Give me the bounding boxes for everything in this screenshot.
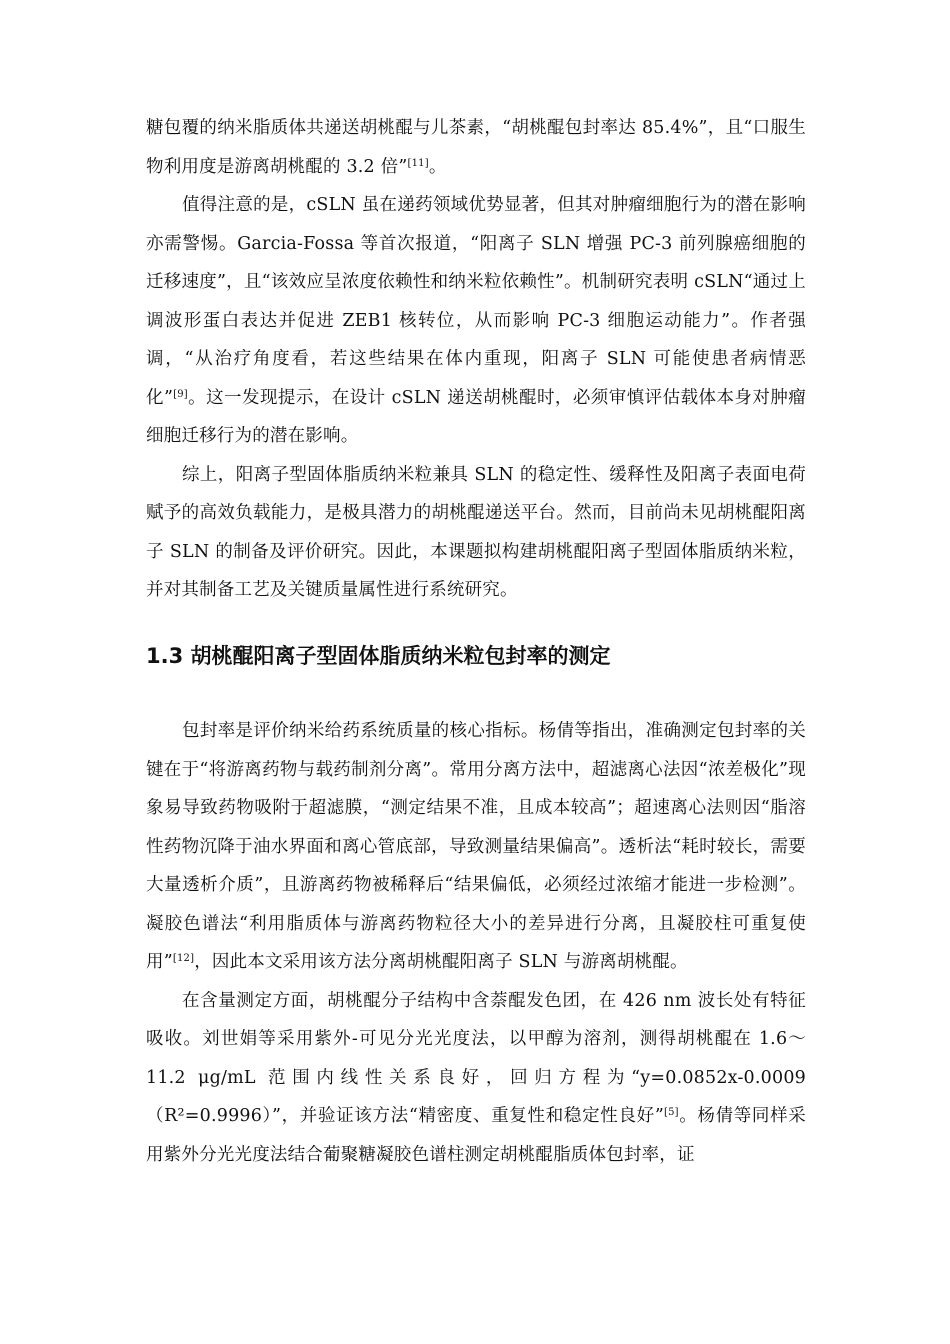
paragraph-text: 。 bbox=[428, 156, 447, 177]
body-text-bottom bbox=[146, 712, 806, 1174]
paragraph-text: 值得注意的是，cSLN 虽在递药领域优势显著，但其对肿瘤细胞行为的潜在影响亦需警惕。Garcia-Fossa 等首次报道，“阳离子 SLN 增强 PC-3 前列腺癌细胞的迁移速度”，且“该效应呈浓度依赖性和纳米粒依赖性”。机制研究表明 cSLN“通过上调波形蛋白表达并促进 ZEB1 核转位，从而影响 PC-3 细胞运动能力”。作者强调，“从治疗角度看，若这些结果在体内重现，阳离子 SLN 可能使患者病情恶化” bbox=[146, 195, 806, 408]
citation-marker: [9] bbox=[173, 388, 188, 400]
paragraph bbox=[146, 456, 806, 610]
paragraph-text: 。这一发现提示，在设计 cSLN 递送胡桃醌时，必须审慎评估载体本身对肿瘤细胞迁移行为的潜在影响。 bbox=[146, 387, 806, 446]
paragraph bbox=[146, 109, 806, 186]
section-heading: 1.3 胡桃醌阳离子型固体脂质纳米粒包封率的测定 bbox=[146, 644, 611, 668]
paragraph-text: 糖包覆的纳米脂质体共递送胡桃醌与儿茶素，“胡桃醌包封率达 85.4%”，且“口服生物利用度是游离胡桃醌的 3.2 倍” bbox=[146, 118, 806, 177]
body-text-top bbox=[146, 109, 806, 610]
paragraph-text: ，因此本文采用该方法分离胡桃醌阳离子 SLN 与游离胡桃醌。 bbox=[194, 952, 688, 972]
paragraph-text: 综上，阳离子型固体脂质纳米粒兼具 SLN 的稳定性、缓释性及阳离子表面电荷赋予的高效负载能力，是极具潜力的胡桃醌递送平台。然而，目前尚未见胡桃醌阳离子 SLN 的制备及评价研究。因此，本课题拟构建胡桃醌阳离子型固体脂质纳米粒，并对其制备工艺及关键质量属性进行系统研究。 bbox=[146, 464, 806, 600]
citation-marker: [11] bbox=[407, 157, 429, 169]
paragraph bbox=[146, 712, 806, 982]
paragraph-text: 包封率是评价纳米给药系统质量的核心指标。杨倩等指出，准确测定包封率的关键在于“将游离药物与载药制剂分离”。常用分离方法中，超滤离心法因“浓差极化”现象易导致药物吸附于超滤膜，“测定结果不准，且成本较高”；超速离心法则因“脂溶性药物沉降于油水界面和离心管底部，导致测量结果偏高”。透析法“耗时较长，需要大量透析介质”，且游离药物被稀释后“结果偏低，必须经过浓缩才能进一步检测”。凝胶色谱法“利用脂质体与游离药物粒径大小的差异进行分离，且凝胶柱可重复使用” bbox=[146, 721, 806, 972]
paragraph-text: 在含量测定方面，胡桃醌分子结构中含萘醌发色团，在 426 nm 波长处有特征吸收。刘世娟等采用紫外-可见分光光度法，以甲醇为溶剂，测得胡桃醌在 1.6～11.2 μg/mL 范围内线性关系良好，回归方程为“y=0.0852x-0.0009（R²=0.9996）”，并验证该方法“精密度、重复性和稳定性良好” bbox=[146, 990, 806, 1126]
paragraph-text: 。杨倩等同样采用紫外分光光度法结合葡聚糖凝胶色谱柱测定胡桃醌脂质体包封率，证 bbox=[146, 1106, 806, 1165]
citation-marker: [5] bbox=[663, 1107, 679, 1118]
paragraph bbox=[146, 982, 806, 1175]
citation-marker: [12] bbox=[172, 953, 195, 964]
paragraph bbox=[146, 186, 806, 456]
